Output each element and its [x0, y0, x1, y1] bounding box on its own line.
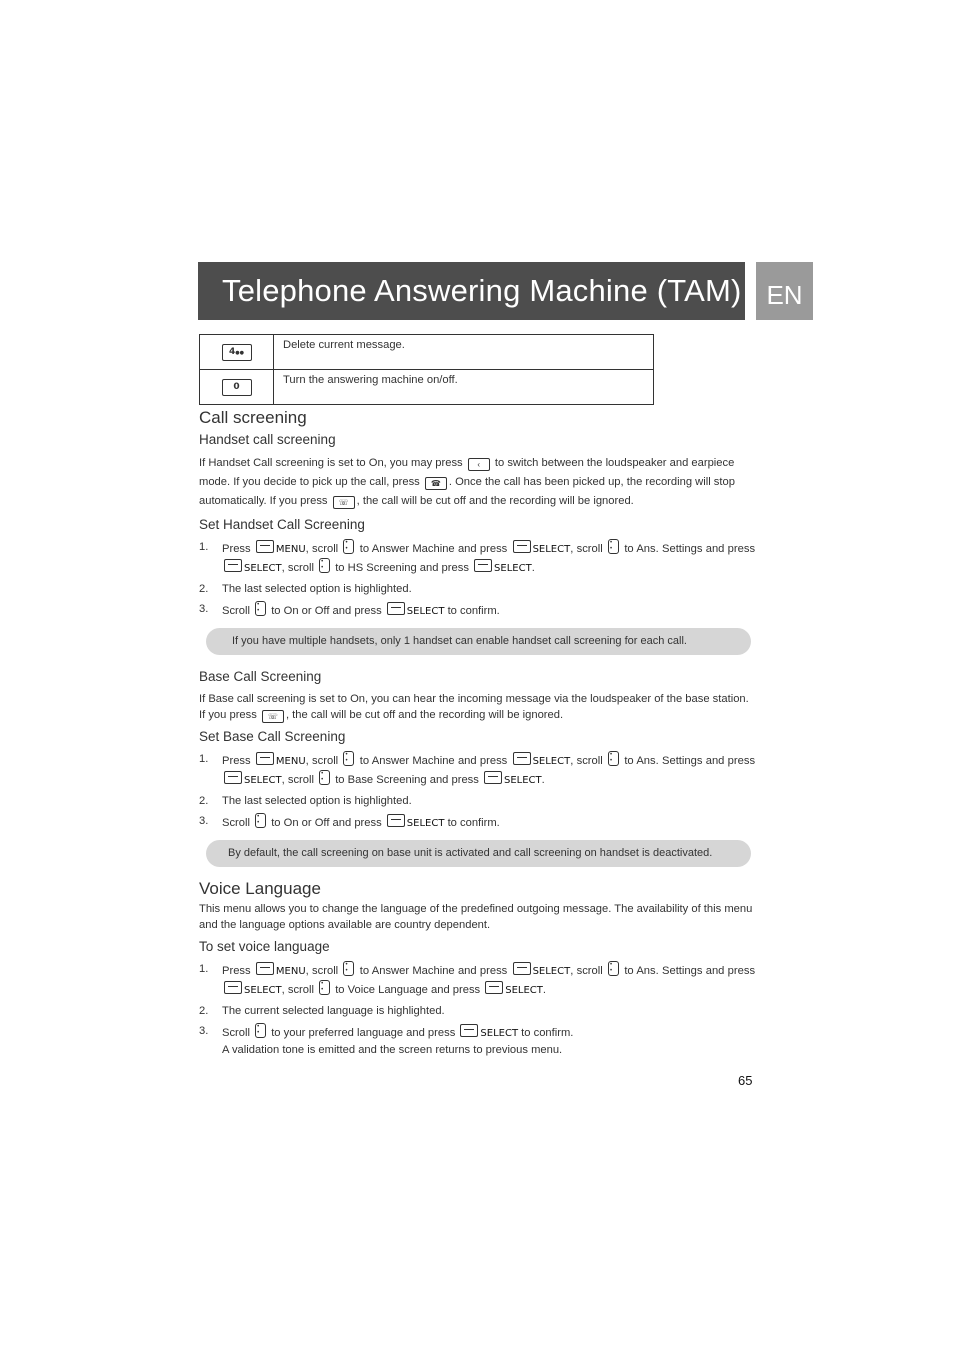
- key-0-icon: 0: [222, 379, 252, 396]
- list-item: 3. Scroll • • to On or Off and press SELECT to confirm.: [199, 813, 755, 832]
- scroll-key-icon: [608, 539, 619, 554]
- key-table: [199, 334, 654, 405]
- scroll-key-icon: [319, 770, 330, 785]
- paragraph: If Handset Call screening is set to On, you may press ‹ to switch between the loudspeaker and earpiece mode. If you decide to pick up the call, press ☎ . Once the call has been picked up, the recording will stop automatically. If you press ☏ , the call will be cut off and the recording will be ignored.: [199, 457, 735, 507]
- scroll-key-icon: [608, 961, 619, 976]
- scroll-key-icon: [343, 961, 354, 976]
- select-key-icon: [513, 752, 531, 765]
- select-key-icon: [224, 559, 242, 572]
- menu-key-icon: [256, 962, 274, 975]
- list-item: 1. Press MENU, scroll • • to Answer Machine and press SELECT, scroll • • to Ans. Settings and press SELECT, scroll • • to Base Screening and press SELECT.: [199, 751, 755, 789]
- language-tab: EN: [756, 262, 813, 320]
- talk-key-icon: ☎: [425, 477, 447, 490]
- chapter-title: Telephone Answering Machine (TAM): [222, 273, 742, 308]
- steps-list: [199, 751, 755, 832]
- section-title-voice-language: Voice Language: [199, 879, 321, 898]
- scroll-key-icon: [343, 539, 354, 554]
- section-title-call-screening: Call screening: [199, 408, 307, 427]
- menu-key-icon: [256, 752, 274, 765]
- info-note: If you have multiple handsets, only 1 handset can enable handset call screening for each call.: [206, 628, 751, 655]
- scroll-key-icon: [319, 980, 330, 995]
- list-item: 1. Press MENU, scroll • • to Answer Machine and press SELECT, scroll • • to Ans. Settings and press SELECT, scroll • • to Voice Language and press SELECT.: [199, 961, 755, 999]
- subsection-title: Handset call screening: [199, 432, 336, 447]
- select-key-icon: [224, 981, 242, 994]
- select-key-icon: [224, 771, 242, 784]
- scroll-key-icon: [255, 601, 266, 616]
- subsection-title: Set Base Call Screening: [199, 729, 346, 744]
- scroll-key-icon: [255, 813, 266, 828]
- end-call-key-icon: ☏: [333, 496, 355, 509]
- list-item: 3. Scroll • • to On or Off and press SELECT to confirm.: [199, 601, 755, 620]
- list-item: 3. Scroll • • to your preferred language and press SELECT to confirm. A validation tone is emitted and the screen returns to previous menu.: [199, 1023, 755, 1058]
- list-item: 2. The last selected option is highlighted.: [199, 795, 412, 807]
- steps-list: [199, 961, 755, 1058]
- scroll-key-icon: [608, 751, 619, 766]
- select-key-icon: [484, 771, 502, 784]
- list-item: 2. The current selected language is highlighted.: [199, 1005, 445, 1017]
- select-key-icon: [387, 602, 405, 615]
- scroll-key-icon: [343, 751, 354, 766]
- list-item: 2. The last selected option is highlighted.: [199, 583, 412, 595]
- select-key-icon: [513, 962, 531, 975]
- table-row: 0 Turn the answering machine on/off.: [200, 370, 654, 405]
- table-row: 4●● Delete current message.: [200, 335, 654, 370]
- paragraph: If Base call screening is set to On, you can hear the incoming message via the loudspeaker of the base station. If you press ☏ , the call will be cut off and the recording will be ignored.: [199, 693, 749, 721]
- subsection-title: To set voice language: [199, 939, 330, 954]
- paragraph: This menu allows you to change the language of the predefined outgoing message. The availability of this menu and the language options available are country dependent.: [199, 903, 753, 931]
- list-item: 1. Press MENU, scroll • • to Answer Machine and press SELECT, scroll • • to Ans. Settings and press SELECT, scroll • • to HS Screening and press SELECT.: [199, 539, 755, 577]
- info-note: By default, the call screening on base unit is activated and call screening on handset is deactivated.: [206, 840, 751, 867]
- select-key-icon: [387, 814, 405, 827]
- speaker-key-icon: ‹: [468, 458, 490, 471]
- select-key-icon: [513, 540, 531, 553]
- end-call-key-icon: ☏: [262, 710, 284, 723]
- subsection-title: Set Handset Call Screening: [199, 517, 365, 532]
- steps-list: [199, 539, 755, 620]
- menu-key-icon: [256, 540, 274, 553]
- select-key-icon: [485, 981, 503, 994]
- subsection-title: Base Call Screening: [199, 669, 322, 684]
- chapter-header: [198, 262, 745, 320]
- key-4-icon: 4●●: [222, 344, 252, 361]
- page-content: [199, 334, 755, 1062]
- scroll-key-icon: [255, 1023, 266, 1038]
- page-number: 65: [738, 1073, 753, 1088]
- select-key-icon: [474, 559, 492, 572]
- select-key-icon: [460, 1024, 478, 1037]
- scroll-key-icon: [319, 558, 330, 573]
